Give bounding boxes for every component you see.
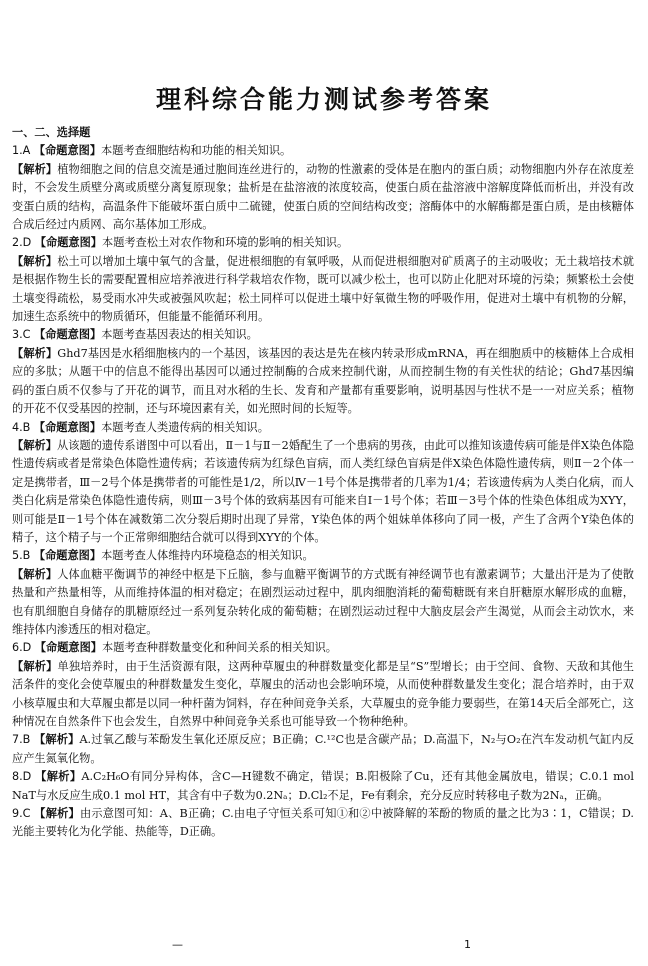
intent-tag: 【命题意图】 bbox=[33, 144, 102, 158]
intent-text: 本题考查人类遗传病的相关知识。 bbox=[101, 420, 269, 434]
analysis-text: 由示意图可知：A、B正确；C.由电子守恒关系可知①和②中被降解的苯酚的物质的量之比为3∶1，C错误；D.光能主要转化为化学能、热能等，D正确。 bbox=[12, 807, 634, 839]
intent-text: 本题考查人体维持内环境稳态的相关知识。 bbox=[101, 549, 314, 563]
question-number: 7.B bbox=[12, 733, 31, 747]
analysis-5 bbox=[12, 566, 634, 640]
intent-text: 本题考查细胞结构和功能的相关知识。 bbox=[101, 144, 292, 158]
question-9 bbox=[12, 805, 634, 842]
answer-content bbox=[12, 124, 634, 842]
analysis-text: A.过氧乙酸与苯酚发生氧化还原反应；B正确；C.¹²C也是含碳产品；D.高温下，N₂与O₂在汽车发动机气缸内反应产生氮氧化物。 bbox=[12, 733, 634, 765]
analysis-text: Ghd7基因是水稻细胞核内的一个基因，该基因的表达是先在核内转录形成mRNA，再在细胞质中的核糖体上合成相应的多肽；从题干中的信息不能得出基因可以通过控制酶的合成来控制代谢，从而控制生物的有关性状的结论；Ghd7基因编码的蛋白质不仅参与了开花的调节，而且对水稻的生长、发育和产量都有重要影响，说明基因与性状不是一一对应关系；植物的开花不仅受基因的控制，还与环境因素有关，如光照时间的长短等。 bbox=[12, 346, 634, 416]
analysis-1 bbox=[12, 161, 634, 235]
analysis-text: 植物细胞之间的信息交流是通过胞间连丝进行的，动物的性激素的受体是在胞内的蛋白质；动物细胞内外存在浓度差时，不会发生质壁分离或质壁分离复原现象；盐析是在盐溶液的浓度较高，使蛋白质在盐溶液中溶解度降低而析出，并没有改变蛋白质的结构，高温条件下能破坏蛋白质中二硫键，使蛋白质的空间结构改变；溶酶体中的水解酶都是蛋白质，是由核糖体合成后经过内质网、高尔基体加工形成。 bbox=[12, 162, 634, 232]
analysis-tag: 【解析】 bbox=[35, 770, 82, 784]
analysis-text: 单独培养时，由于生活资源有限，这两种草履虫的种群数量变化都是呈“S”型增长；由于空间、食物、天敌和其他生活条件的变化会使草履虫的种群数量发生变化，草履虫的活动也会影响环境，从而使种群数量发生变化；混合培养时，由于双小核草履虫和大草履虫都是以同一种杆菌为饲料，存在种间竞争关系，大草履虫的竞争能力要弱些，在第14天后全部死亡，这种情况在自然条件下也会发生，自然界中种间竞争关系也可能导致一个物种绝种。 bbox=[12, 659, 634, 728]
question-number: 8.D bbox=[12, 770, 32, 784]
analysis-text: 松土可以增加土壤中氧气的含量，促进根细胞的有氧呼吸，从而促进根细胞对矿质离子的主动吸收；无土栽培技术就是根据作物生长的需要配置相应培养液进行科学栽培农作物，既可以减少松土，也可以防止化肥对环境的污染；频繁松土会使土壤变得疏松，易受雨水冲失或被强风吹起；松土同样可以促进土壤中好氧微生物的呼吸作用，促进对土壤中有机物的分解，加速生态系统中的物质循环，但能量不能循环利用。 bbox=[12, 254, 634, 324]
page-number: 1 bbox=[464, 938, 471, 951]
question-number: 6.D bbox=[12, 641, 32, 655]
question-5 bbox=[12, 547, 634, 565]
question-number: 4.B bbox=[12, 420, 31, 434]
question-number: 3.C bbox=[12, 328, 31, 342]
analysis-tag: 【解析】 bbox=[34, 807, 80, 821]
analysis-2 bbox=[12, 253, 634, 327]
analysis-6 bbox=[12, 658, 634, 732]
analysis-tag: 【解析】 bbox=[12, 659, 58, 673]
analysis-text: A.C₂H₆O有同分异构体，含C—H键数不确定，错误；B.阳极除了Cu，还有其他金属放电，错误；C.0.1 mol NaT与水反应生成0.1 mol HT，其含有中子数为0.2Nₐ；D.Cl₂不足，Fe有剩余，充分反应时转移电子数为2Nₐ，正确。 bbox=[12, 770, 634, 802]
analysis-tag: 【解析】 bbox=[12, 346, 58, 360]
footer-dash: — bbox=[172, 938, 183, 951]
intent-tag: 【命题意图】 bbox=[33, 420, 102, 434]
question-2 bbox=[12, 234, 634, 252]
intent-tag: 【命题意图】 bbox=[34, 641, 102, 655]
analysis-tag: 【解析】 bbox=[12, 162, 58, 176]
analysis-tag: 【解析】 bbox=[12, 438, 57, 452]
intent-tag: 【命题意图】 bbox=[34, 236, 102, 250]
question-1 bbox=[12, 142, 634, 160]
question-3 bbox=[12, 326, 634, 344]
analysis-tag: 【解析】 bbox=[12, 567, 58, 581]
page-footer bbox=[0, 938, 648, 958]
analysis-tag: 【解析】 bbox=[12, 254, 58, 268]
analysis-text: 从该题的遗传系谱图中可以看出，Ⅱ－1与Ⅱ－2婚配生了一个患病的男孩，由此可以推知该遗传病可能是伴X染色体隐性遗传病或者是常染色体隐性遗传病；若该遗传病为红绿色盲病，而人类红绿色盲病是伴X染色体隐性遗传病，则Ⅱ－2个体一定是携带者，Ⅲ－2号个体是携带者的可能性是1/2，所以Ⅳ－1号个体是携带者的几率为1/4；若该遗传病为人类白化病，而人类白化病是常染色体隐性遗传病，则Ⅲ－3号个体的致病基因有可能来自Ⅰ－1号个体；若Ⅲ－3号个体的性染色体组成为XYY，则可能是Ⅱ－1号个体在减数第二次分裂后期时出现了异常，Y染色体的两个姐妹单体移向了同一极，产生了含两个Y染色体的精子，这个精子与一个正常卵细胞结合就可以得到XYY的个体。 bbox=[12, 438, 634, 544]
analysis-tag: 【解析】 bbox=[34, 733, 80, 747]
question-6 bbox=[12, 639, 634, 657]
analysis-3 bbox=[12, 345, 634, 419]
question-4 bbox=[12, 419, 634, 437]
question-8 bbox=[12, 768, 634, 805]
question-number: 1.A bbox=[12, 144, 31, 158]
intent-text: 本题考查松土对农作物和环境的影响的相关知识。 bbox=[102, 236, 349, 250]
intent-text: 本题考查种群数量变化和种间关系的相关知识。 bbox=[102, 641, 337, 655]
question-number: 2.D bbox=[12, 236, 32, 250]
intent-tag: 【命题意图】 bbox=[33, 549, 102, 563]
analysis-text: 人体血糖平衡调节的神经中枢是下丘脑，参与血糖平衡调节的方式既有神经调节也有激素调节；大量出汗是为了使散热量和产热量相等，从而维持体温的相对稳定；在剧烈运动过程中，肌肉细胞消耗的葡萄糖既有来自肝糖原水解形成的血糖，也有肌细胞自身储存的肌糖原经过一系列复杂转化成的葡萄糖；在剧烈运动过程中大脑皮层会产生渴觉，从而会主动饮水，来维持体内渗透压的相对稳定。 bbox=[12, 567, 634, 636]
analysis-4 bbox=[12, 437, 634, 547]
question-7 bbox=[12, 731, 634, 768]
intent-text: 本题考查基因表达的相关知识。 bbox=[101, 328, 258, 342]
section-heading: 一、二、选择题 bbox=[12, 126, 91, 139]
intent-tag: 【命题意图】 bbox=[34, 328, 102, 342]
question-number: 9.C bbox=[12, 807, 31, 821]
question-number: 5.B bbox=[12, 549, 31, 563]
page-title: 理科综合能力测试参考答案 bbox=[155, 85, 492, 114]
